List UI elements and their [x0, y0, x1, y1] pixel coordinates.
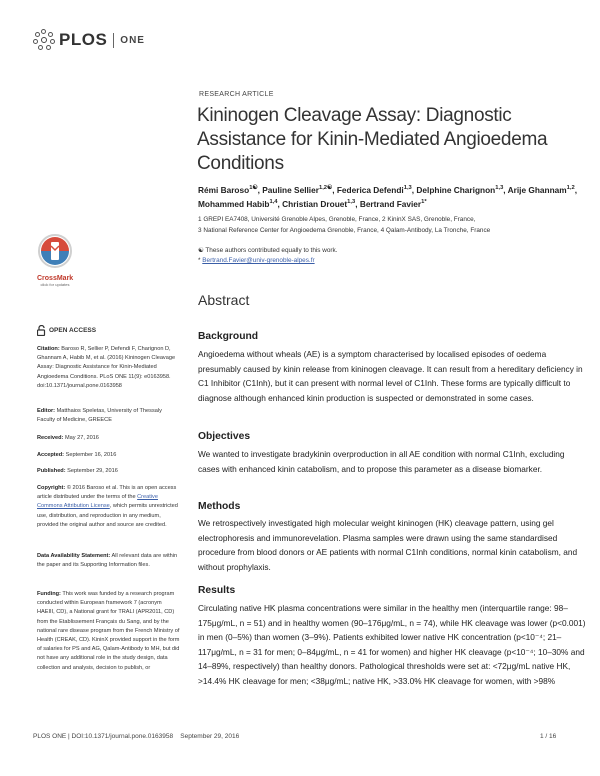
- methods-heading: Methods: [198, 501, 241, 512]
- author[interactable]: Rémi Baroso$^{1☯}$: [198, 185, 258, 195]
- author-notes: [198, 246, 583, 266]
- equal-contribution-note: ☯ These authors contributed equally to this work.: [198, 247, 338, 254]
- corresponding-email-link[interactable]: Bertrand.Favier@univ-grenoble-alpes.fr: [202, 257, 315, 264]
- article-title: Kininogen Cleavage Assay: Diagnostic Assistance for Kinin-Mediated Angioedema Conditions: [197, 105, 548, 174]
- corresponding-author: * Bertrand.Favier@univ-grenoble-alpes.fr: [198, 257, 315, 264]
- crossmark-sub: click for updates: [40, 282, 70, 287]
- page-number: 1 / 16: [540, 733, 557, 740]
- author[interactable]: Mohammed Habib$^{1,4}$: [198, 199, 278, 209]
- copyright: Copyright: © 2016 Baroso et al. This is an open access article distributed under the terms of the Creative Commons Attribution License, which permits unrestricted use, distribution, and reproduction in any medium, provided the original author and source are credited.: [37, 485, 178, 528]
- article-type: RESEARCH ARTICLE: [199, 91, 274, 98]
- citation: Citation: Baroso R, Sellier P, Defendi F, Charignon D, Ghannam A, Habib M, et al. (2016) Kininogen Cleavage Assay: Diagnostic Assistance for Kinin-Mediated Angioedema Conditions. PLoS ONE 11(9): e0163958. doi:10.1371/journal.pone.0163958: [37, 346, 176, 389]
- open-lock-icon: [37, 325, 46, 336]
- crossmark-label: CrossMark: [37, 275, 74, 282]
- affiliation-line: 1 GREPI EA7408, Université Grenoble Alpes, Grenoble, France, 2 KininX SAS, Grenoble, France,: [198, 216, 476, 223]
- author[interactable]: Bertrand Favier$^{1*}$: [359, 199, 427, 209]
- funding: Funding: This work was funded by a research program conducted within European framework 7 (acronym HAEIII, CD), a National grant for TRALI (APR2011, CD) from the Etablissement Français du Sang, and by the national rare disease program from the French Ministry of Health (CREAK, CD). KininX provided support in the form of salaries for PS and AG, Qalam-Antibody to MH, but did not have any additional role in the study design, data collection and analysis, decision to publish, or: [37, 591, 180, 671]
- plos-dots-icon: [33, 29, 55, 51]
- crossmark-icon: [37, 233, 73, 269]
- methods-text: We retrospectively investigated high molecular weight kininogen (HK) cleavage pattern, using gel electrophoresis and immunorevelation. Plasma samples were drawn using the same standardised procedure from blood donors or AE patients with normal C1Inh conditions, normal kinin catabolism, and without prophylaxis.: [198, 518, 578, 572]
- author[interactable]: Pauline Sellier$^{1,2☯}$: [262, 185, 333, 195]
- objectives-heading: Objectives: [198, 431, 251, 442]
- crossmark-badge[interactable]: [37, 233, 73, 287]
- data-availability: Data Availability Statement: All relevant data are within the paper and its Supporting Information files.: [37, 553, 178, 569]
- logo-text: PLOS: [59, 30, 108, 49]
- results-heading: Results: [198, 585, 236, 596]
- affiliation-line: 3 National Reference Center for Angioedema Grenoble, France, 4 Qalam-Antibody, La Tronche, France: [198, 226, 491, 234]
- editor: Editor: Matthaios Speletas, University of Thessaly Faculty of Medicine, GREECE: [37, 408, 162, 424]
- published-date: Published: September 29, 2016: [37, 468, 118, 474]
- open-access-badge: [37, 325, 96, 336]
- open-access-label: OPEN ACCESS: [49, 327, 97, 334]
- author[interactable]: Delphine Charignon$^{1,3}$: [416, 185, 504, 195]
- license-link[interactable]: Creative Commons Attribution License: [37, 494, 158, 510]
- author[interactable]: Christian Drouet$^{1,3}$: [282, 199, 356, 209]
- accepted-date: Accepted: September 16, 2016: [37, 452, 117, 458]
- objectives-text: We wanted to investigate bradykinin overproduction in all AE condition with normal C1Inh, excluding cases with enhanced kinin catabolism, and to propose this parameter as a disease biomarker.: [198, 449, 565, 474]
- journal-name: ONE: [120, 34, 145, 46]
- logo-divider: [113, 33, 114, 48]
- background-text: Angioedema without wheals (AE) is a symptom characterised by localised episodes of oedema presumably caused by kinin release from kininogen cleavage. It can result from a hereditary deficiency in C1 Inhibitor (C1Inh), but it can present with normal level of C1Inh. These forms are typically difficult to diagnose although enhanced kinin production is suspected or demonstrated in some cases.: [198, 349, 583, 403]
- footer-citation: PLOS ONE | DOI:10.1371/journal.pone.0163958 September 29, 2016: [33, 733, 240, 740]
- affiliations: [198, 215, 583, 236]
- author[interactable]: Arije Ghannam$^{1,2}$: [507, 185, 575, 195]
- received-date: Received: May 27, 2016: [37, 435, 99, 441]
- plos-logo: [33, 29, 145, 51]
- author[interactable]: Federica Defendi$^{1,3}$: [336, 185, 412, 195]
- background-heading: Background: [198, 331, 259, 342]
- author-list: Rémi Baroso$^{1☯}$, Pauline Sellier$^{1,2☯}$, Federica Defendi$^{1,3}$, Delphine Charignon$^{1,3}$, Arije Ghannam$^{1,2}$, Mohammed Habib$^{1,4}$, Christian Drouet$^{1,3}$, Bertrand Favier$^{1*}$: [198, 185, 577, 209]
- abstract-heading: Abstract: [198, 292, 250, 308]
- results-text: Circulating native HK plasma concentrations were similar in the healthy men (interquartile range: 98–175μg/mL, n = 51) and in healthy women (90–176μg/mL, n = 74), while HK cleavage was lower (p<0.001) in men (0–5%) than women (3–9%). Patients exhibited lower native HK concentration (p<10⁻⁴; 21–117μg/mL, n = 31 for men; 0–84μg/mL, n = 41 for women) and higher HK cleavage (p<10⁻⁴; 10–30% and 14–89%, respectively) than healthy donors. Pathological thresholds were set at: <72μg/mL native HK, >14.4% HK cleavage for men; <38μg/mL; native HK, >33.0% HK cleavage for women, with >98%: [198, 603, 586, 686]
